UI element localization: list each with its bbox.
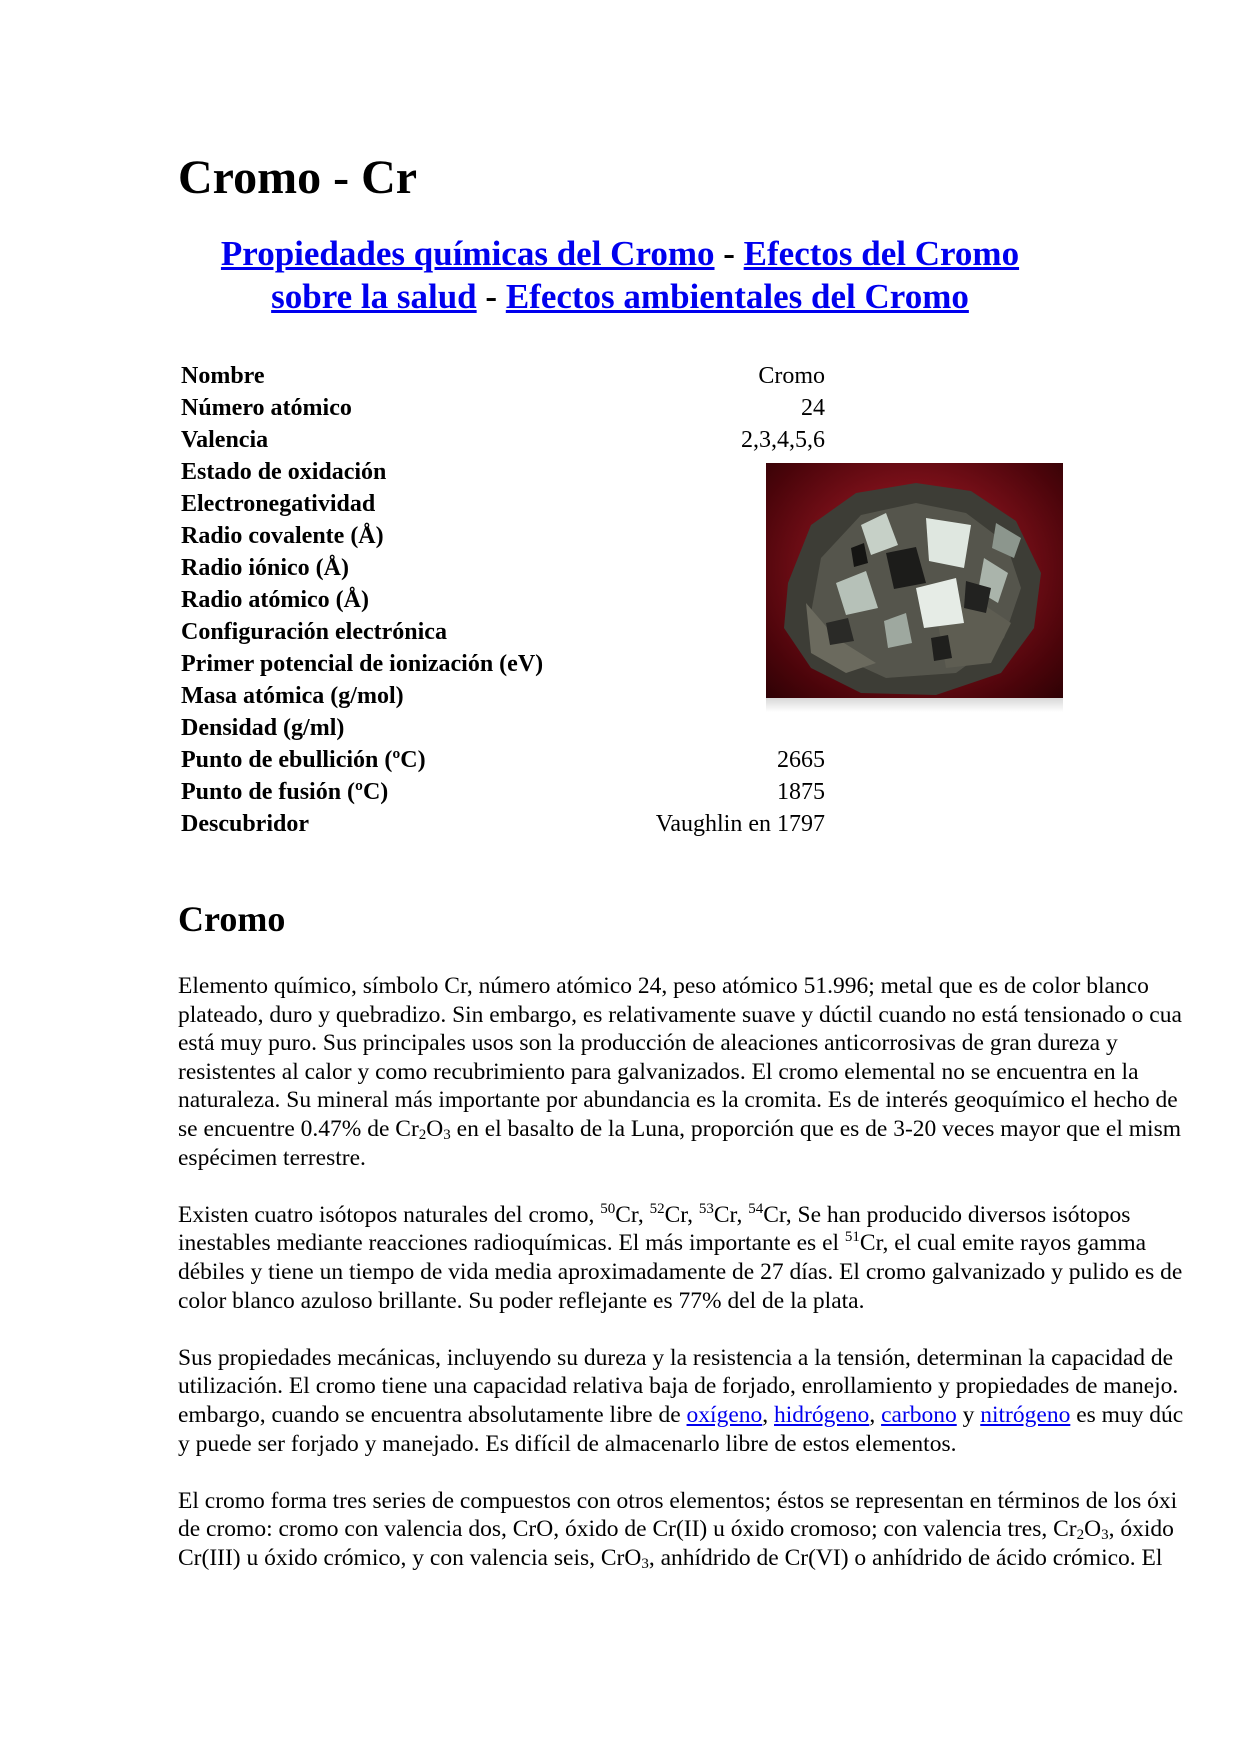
text-line: resistentes al calor y como recubrimiento para galvanizados. El cromo elemental no se encuentra en la — [178, 1058, 1139, 1085]
property-value: 1875 — [777, 779, 825, 805]
text-segment: O — [1084, 1516, 1102, 1543]
paragraph-4 — [178, 1487, 1241, 1573]
text-segment: , anhídrido de Cr(VI) o anhídrido de ácido crómico. El — [648, 1544, 1163, 1571]
property-row — [181, 808, 825, 840]
section-heading: Cromo — [178, 899, 286, 939]
subscript: 3 — [443, 1126, 451, 1143]
property-label: Electronegatividad — [181, 491, 376, 517]
text-line — [178, 1115, 1241, 1144]
property-row — [181, 616, 825, 648]
link-separator: - — [723, 234, 735, 273]
property-value: 2,3,4,5,6 — [741, 427, 825, 453]
element-symbol: Cr — [713, 1201, 737, 1228]
text-segment: inestables mediante reacciones radioquímicas. El más importante es el — [178, 1230, 845, 1257]
text-segment: Cr, el cual emite rayos gamma — [859, 1230, 1147, 1257]
superscript: 54 — [748, 1200, 764, 1217]
property-label: Primer potencial de ionización (eV) — [181, 651, 544, 677]
property-value: 24 — [801, 395, 825, 421]
property-label: Número atómico — [181, 395, 352, 421]
link-oxigeno[interactable]: oxígeno — [686, 1401, 763, 1428]
text-line: embargo, cuando se encuentra absolutamente libre de oxígeno, hidrógeno, carbono y nitrógeno es muy dúc — [178, 1401, 1184, 1428]
link-environmental-effects[interactable]: Efectos ambientales del Cromo — [505, 277, 969, 316]
text-line: está muy puro. Sus principales usos son la producción de aleaciones anticorrosivas de gran dureza y — [178, 1030, 1118, 1057]
text-segment: , Se han producido diversos isótopos — [785, 1201, 1131, 1228]
property-label: Estado de oxidación — [181, 459, 387, 485]
chromium-mineral-photo — [766, 463, 1063, 698]
photo-reflection — [766, 698, 1063, 712]
subscript: 2 — [418, 1126, 427, 1143]
property-label: Radio atómico (Å) — [181, 587, 369, 613]
text-line: Elemento químico, símbolo Cr, número atómico 24, peso atómico 51.996; metal que es de color blanco — [178, 973, 1149, 999]
text-line: y puede ser forjado y manejado. Es difícil de almacenarlo libre de estos elementos. — [178, 1430, 957, 1457]
text-segment: , óxido — [1108, 1516, 1174, 1543]
property-row — [181, 488, 825, 520]
superscript: 51 — [844, 1229, 860, 1246]
property-label: Configuración electrónica — [181, 619, 447, 645]
property-row — [181, 424, 825, 456]
text-line — [178, 1544, 1241, 1573]
superscript: 53 — [698, 1200, 714, 1217]
text-line: espécimen terrestre. — [178, 1144, 366, 1171]
link-hidrogeno[interactable]: hidrógeno — [774, 1401, 870, 1428]
text-line — [178, 1229, 1241, 1258]
page-title: Cromo - Cr — [178, 151, 418, 204]
text-segment: embargo, cuando se encuentra absolutamente libre de — [178, 1401, 687, 1428]
property-label: Punto de ebullición (ºC) — [181, 747, 426, 773]
text-segment: se encuentre 0.47% de Cr — [178, 1115, 419, 1142]
property-row — [181, 712, 825, 744]
property-label: Densidad (g/ml) — [181, 715, 345, 741]
property-label: Descubridor — [181, 811, 309, 837]
property-row — [181, 392, 825, 424]
text-line: color blanco azuloso brillante. Su poder reflejante es 77% del de la plata. — [178, 1287, 865, 1314]
text-segment: Existen cuatro isótopos naturales del cromo, — [178, 1201, 601, 1228]
property-row — [181, 648, 825, 680]
text-line: El cromo forma tres series de compuestos con otros elementos; éstos se representan en términos de los óxi — [178, 1487, 1178, 1514]
link-carbono[interactable]: carbono — [881, 1401, 957, 1428]
paragraph-3 — [178, 1344, 1241, 1458]
text-segment: y — [956, 1401, 981, 1428]
element-symbol: Cr — [615, 1201, 638, 1228]
text-segment: Cr(III) u óxido crómico, y con valencia seis, CrO — [178, 1544, 642, 1571]
text-segment: O — [426, 1115, 444, 1142]
properties-table — [181, 360, 825, 840]
text-line: plateado, duro y quebradizo. Sin embargo, es relativamente suave y dúctil cuando no está tensionado o cua — [178, 1001, 1182, 1028]
article-body — [178, 972, 1241, 1601]
text-line — [178, 1515, 1241, 1544]
superscript: 50 — [600, 1200, 616, 1217]
subscript: 3 — [1101, 1527, 1109, 1544]
property-row — [181, 456, 825, 488]
property-value: 2665 — [777, 747, 825, 773]
property-label: Masa atómica (g/mol) — [181, 683, 404, 709]
property-row — [181, 744, 825, 776]
element-symbol: Cr — [763, 1201, 786, 1228]
link-health-effects-line2: sobre la salud — [271, 277, 477, 316]
text-segment: en el basalto de la Luna, proporción que es de 3-20 veces mayor que el mism — [450, 1115, 1182, 1142]
link-chemical-properties[interactable]: Propiedades químicas del Cromo — [220, 234, 715, 273]
subscript: 3 — [641, 1555, 649, 1572]
subscript: 2 — [1076, 1527, 1085, 1544]
text-line: Sus propiedades mecánicas, incluyendo su dureza y la resistencia a la tensión, determinan la capacidad de — [178, 1344, 1174, 1371]
link-separator: - — [485, 277, 498, 316]
paragraph-2 — [178, 1201, 1241, 1315]
text-segment: es muy dúc — [1070, 1401, 1184, 1428]
paragraph-1 — [178, 972, 1241, 1172]
property-row — [181, 584, 825, 616]
text-segment: de cromo: cromo con valencia dos, CrO, óxido de Cr(II) u óxido cromoso; con valencia tres, Cr — [178, 1516, 1077, 1543]
link-health-effects-line1: Efectos del Cromo — [743, 234, 1020, 273]
property-row — [181, 680, 825, 712]
property-row — [181, 776, 825, 808]
superscript: 52 — [649, 1200, 665, 1217]
property-row — [181, 360, 825, 392]
text-line: utilización. El cromo tiene una capacidad relativa baja de forjado, enrollamiento y propiedades de manejo. — [178, 1373, 1179, 1400]
property-label: Punto de fusión (ºC) — [181, 779, 389, 805]
text-line: Existen cuatro isótopos naturales del cromo, $^{50}$Cr, $^{52}$Cr, $^{53}$Cr, $^{54}$Cr, Se han producido diversos isótopos — [178, 1200, 1131, 1228]
property-label: Radio iónico (Å) — [181, 555, 349, 581]
text-line: débiles y tiene un tiempo de vida media aproximadamente de 27 días. El cromo galvanizado y pulido es de — [178, 1258, 1183, 1285]
property-row — [181, 520, 825, 552]
link-nitrogeno[interactable]: nitrógeno — [980, 1401, 1071, 1428]
property-label: Nombre — [181, 363, 265, 389]
text-line: naturaleza. Su mineral más importante por abundancia es la cromita. Es de interés geoquímico el hecho de — [178, 1087, 1178, 1114]
property-row — [181, 552, 825, 584]
element-symbol: Cr — [664, 1201, 688, 1228]
property-label: Valencia — [181, 427, 269, 453]
property-value: Vaughlin en 1797 — [655, 811, 825, 837]
property-label: Radio covalente (Å) — [181, 523, 384, 549]
property-value: Cromo — [758, 363, 825, 389]
nav-links — [178, 232, 1062, 318]
